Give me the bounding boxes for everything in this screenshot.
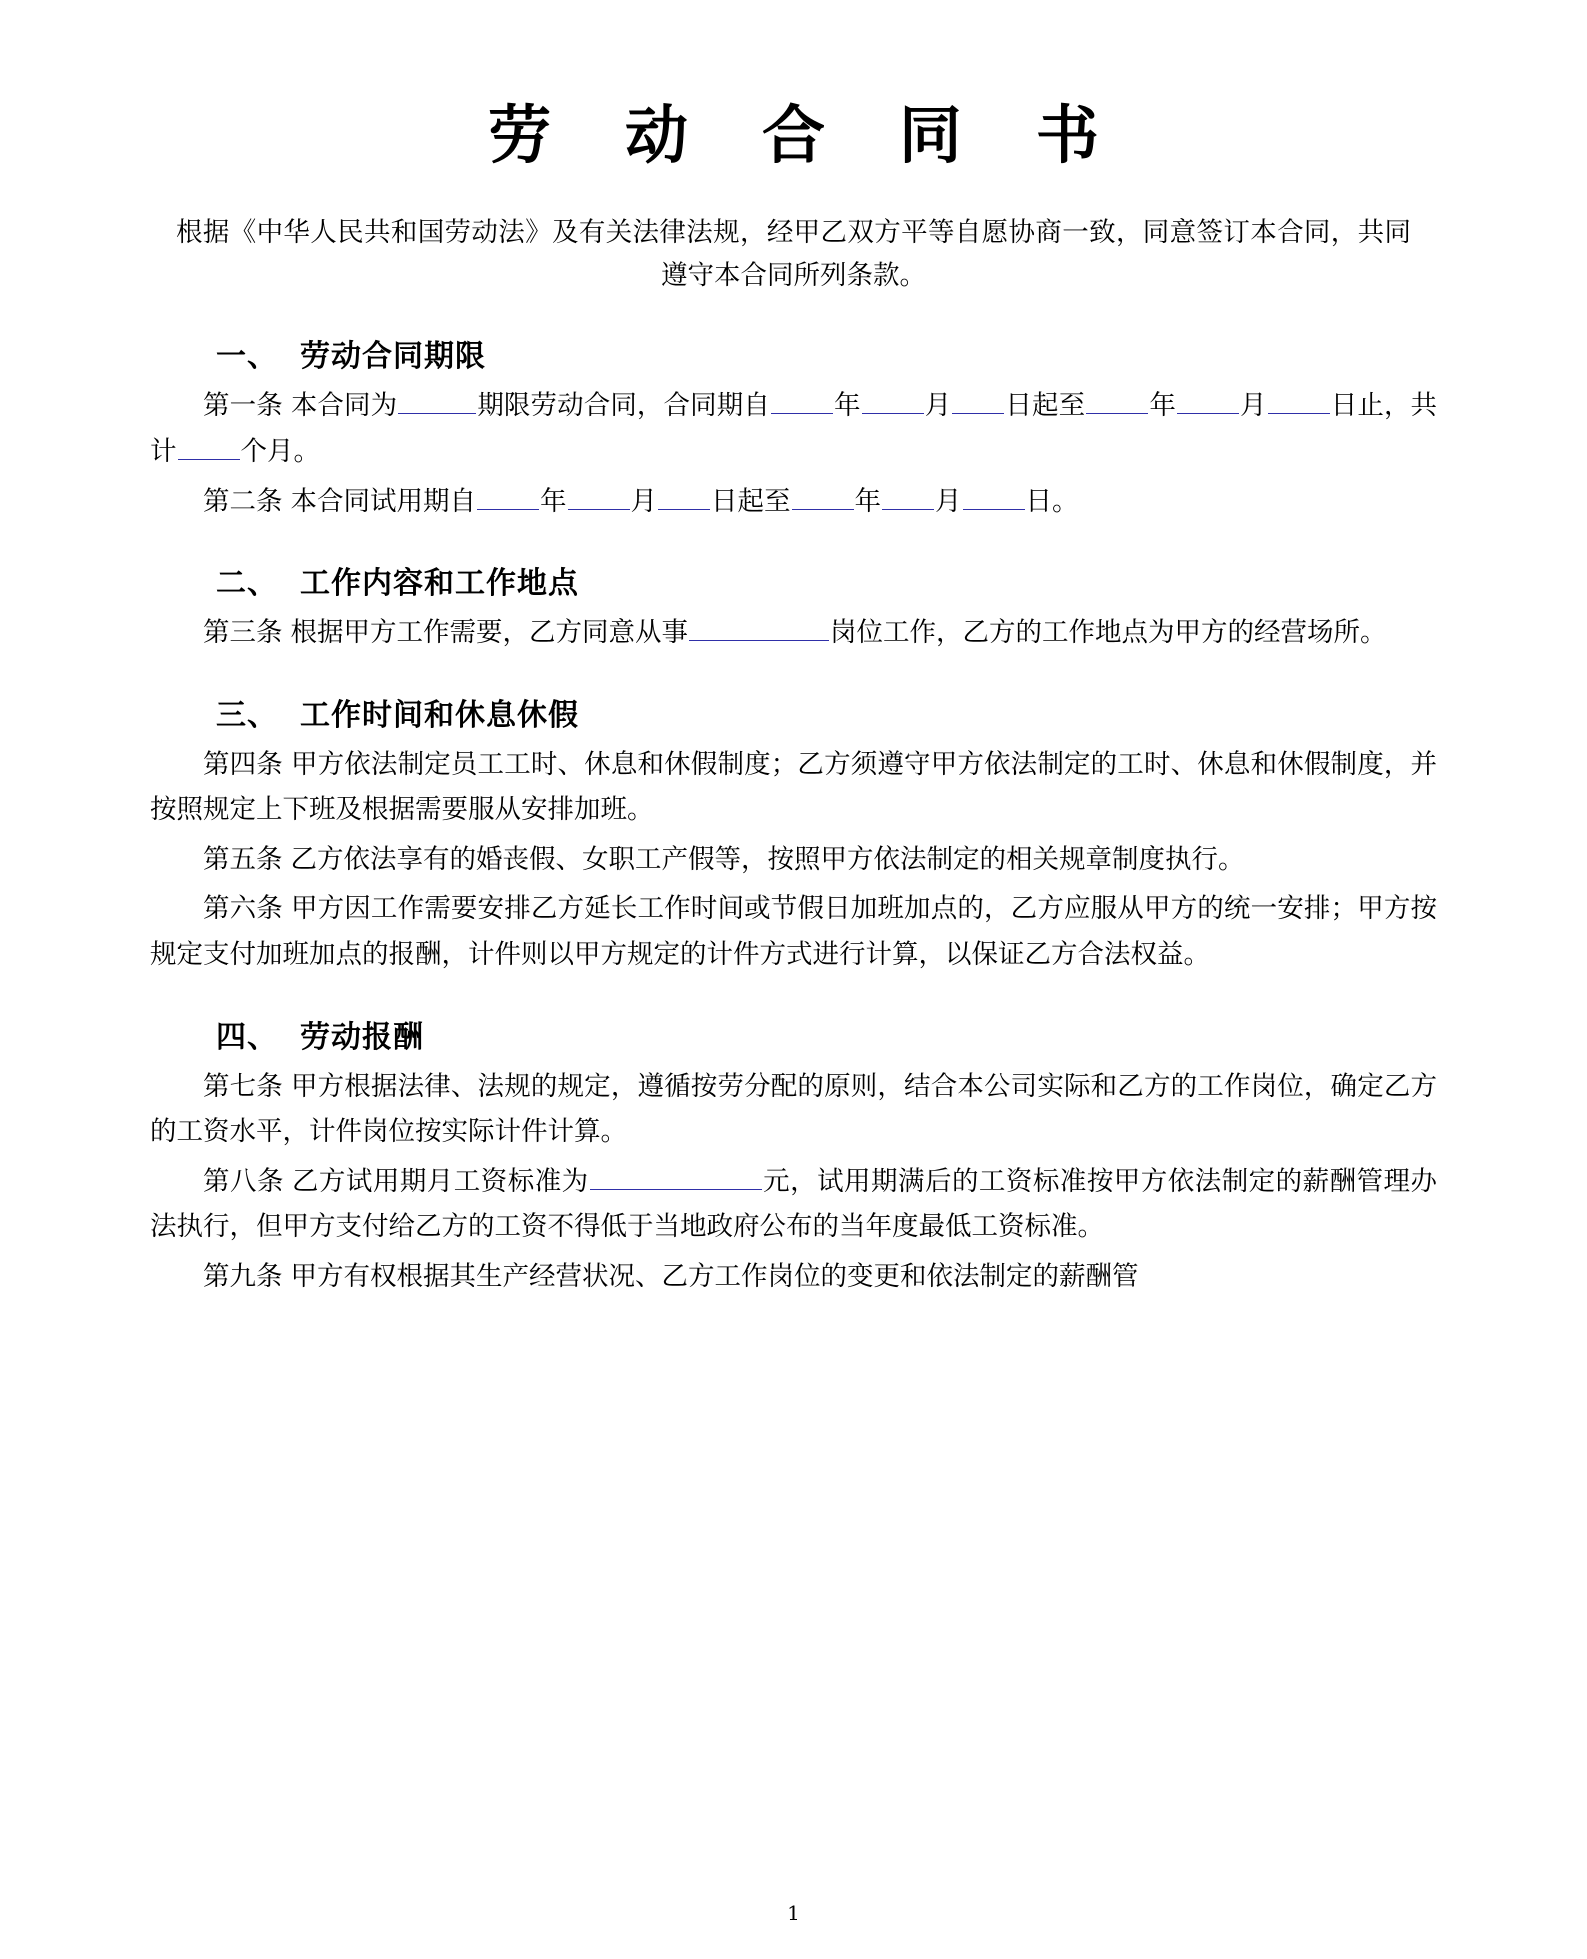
section-heading-2 — [150, 558, 1437, 602]
clause-text-1i: 个月。 — [240, 436, 320, 468]
clause-text-2c: 月 — [630, 485, 657, 517]
fill-blank-end-month[interactable] — [1177, 386, 1239, 415]
clause-text-1f: 年 — [1149, 390, 1176, 422]
clause-text-1e: 日起至 — [1005, 390, 1086, 422]
clause-text-1c: 年 — [833, 390, 861, 422]
clause-label-4: 第四条 — [203, 748, 283, 780]
fill-blank-probation-end-year[interactable] — [792, 481, 854, 510]
clause-7 — [150, 1064, 1437, 1155]
clause-4 — [150, 742, 1437, 833]
section-heading-4 — [150, 1012, 1437, 1056]
clause-1 — [150, 383, 1437, 474]
fill-blank-start-month[interactable] — [862, 386, 924, 415]
clause-text-9: 甲方有权根据其生产经营状况、乙方工作岗位的变更和依法制定的薪酬管 — [290, 1260, 1139, 1292]
section-number-1: 一、 — [216, 339, 278, 375]
fill-blank-probation-end-day[interactable] — [963, 481, 1025, 510]
clause-text-8b: 元，试用期满后的工资标准按甲方依法制定的薪酬管理办法执行，但甲方支付给乙方的工资不得低于当地政府公布的当年度最低工资标准。 — [150, 1165, 1438, 1243]
clause-label-9: 第九条 — [203, 1260, 283, 1292]
clause-text-2a: 本合同试用期自 — [290, 485, 476, 517]
clause-text-2b: 年 — [540, 485, 567, 517]
fill-blank-position[interactable] — [689, 612, 829, 641]
clause-8 — [150, 1159, 1437, 1250]
preamble-paragraph: 根据《中华人民共和国劳动法》及有关法律法规，经甲乙双方平等自愿协商一致，同意签订本合同，共同遵守本合同所列条款。 — [176, 216, 1411, 291]
section-heading-1 — [150, 331, 1437, 375]
clause-text-1h: 日止，共计 — [150, 390, 1438, 468]
clause-text-8a: 乙方试用期月工资标准为 — [291, 1165, 589, 1197]
fill-blank-probation-start-day[interactable] — [658, 481, 710, 510]
clause-text-2g: 日。 — [1025, 485, 1079, 517]
fill-blank-probation-start-year[interactable] — [477, 481, 539, 510]
section-number-3: 三、 — [216, 697, 278, 733]
page-title: 劳 动 合 同 书 — [488, 99, 1125, 172]
clause-text-1g: 月 — [1239, 390, 1267, 422]
clause-text-4: 甲方依法制定员工工时、休息和休假制度；乙方须遵守甲方依法制定的工时、休息和休假制度，并按照规定上下班及根据需要服从安排加班。 — [150, 748, 1438, 826]
section-number-2: 二、 — [216, 566, 278, 602]
fill-blank-probation-end-month[interactable] — [882, 481, 934, 510]
clause-text-1a: 本合同为 — [290, 390, 398, 422]
clause-label-5: 第五条 — [203, 843, 283, 875]
fill-blank-probation-start-month[interactable] — [568, 481, 630, 510]
clause-text-2e: 年 — [854, 485, 881, 517]
section-heading-3 — [150, 690, 1437, 734]
clause-text-2d: 日起至 — [711, 485, 791, 517]
fill-blank-end-day[interactable] — [1268, 386, 1330, 415]
clause-text-6: 甲方因工作需要安排乙方延长工作时间或节假日加班加点的，乙方应服从甲方的统一安排；甲方按规定支付加班加点的报酬，计件则以甲方规定的计件方式进行计算，以保证乙方合法权益。 — [150, 893, 1438, 971]
fill-blank-end-year[interactable] — [1086, 386, 1148, 415]
section-title-2: 工作内容和工作地点 — [300, 566, 579, 602]
section-title-4: 劳动报酬 — [300, 1019, 424, 1055]
clause-3 — [150, 610, 1437, 656]
clause-6 — [150, 886, 1437, 977]
clause-5 — [150, 837, 1437, 883]
clause-label-2: 第二条 — [203, 485, 283, 517]
fill-blank-probation-salary[interactable] — [590, 1161, 762, 1190]
clause-text-7: 甲方根据法律、法规的规定，遵循按劳分配的原则，结合本公司实际和乙方的工作岗位，确定乙方的工资水平，计件岗位按实际计件计算。 — [150, 1070, 1438, 1148]
fill-blank-start-day[interactable] — [952, 386, 1004, 415]
page-number: 1 — [787, 1901, 800, 1925]
clause-text-5: 乙方依法享有的婚丧假、女职工产假等，按照甲方依法制定的相关规章制度执行。 — [290, 843, 1245, 875]
section-title-3: 工作时间和休息休假 — [300, 697, 579, 733]
clause-text-1b: 期限劳动合同，合同期自 — [477, 390, 770, 422]
clause-label-3: 第三条 — [203, 617, 283, 649]
section-title-1: 劳动合同期限 — [300, 339, 486, 375]
clause-label-6: 第六条 — [203, 893, 283, 925]
clause-label-1: 第一条 — [203, 390, 283, 422]
clause-text-2f: 月 — [935, 485, 962, 517]
fill-blank-term-type[interactable] — [398, 386, 476, 415]
clause-label-8: 第八条 — [203, 1165, 284, 1197]
clause-label-7: 第七条 — [203, 1070, 283, 1102]
fill-blank-total-months[interactable] — [178, 431, 240, 460]
clause-text-3b: 岗位工作，乙方的工作地点为甲方的经营场所。 — [830, 617, 1387, 649]
fill-blank-start-year[interactable] — [771, 386, 833, 415]
clause-9 — [150, 1254, 1437, 1300]
clause-text-3a: 根据甲方工作需要，乙方同意从事 — [290, 617, 688, 649]
clause-text-1d: 月 — [924, 390, 952, 422]
section-number-4: 四、 — [216, 1019, 278, 1055]
clause-2 — [150, 479, 1437, 525]
